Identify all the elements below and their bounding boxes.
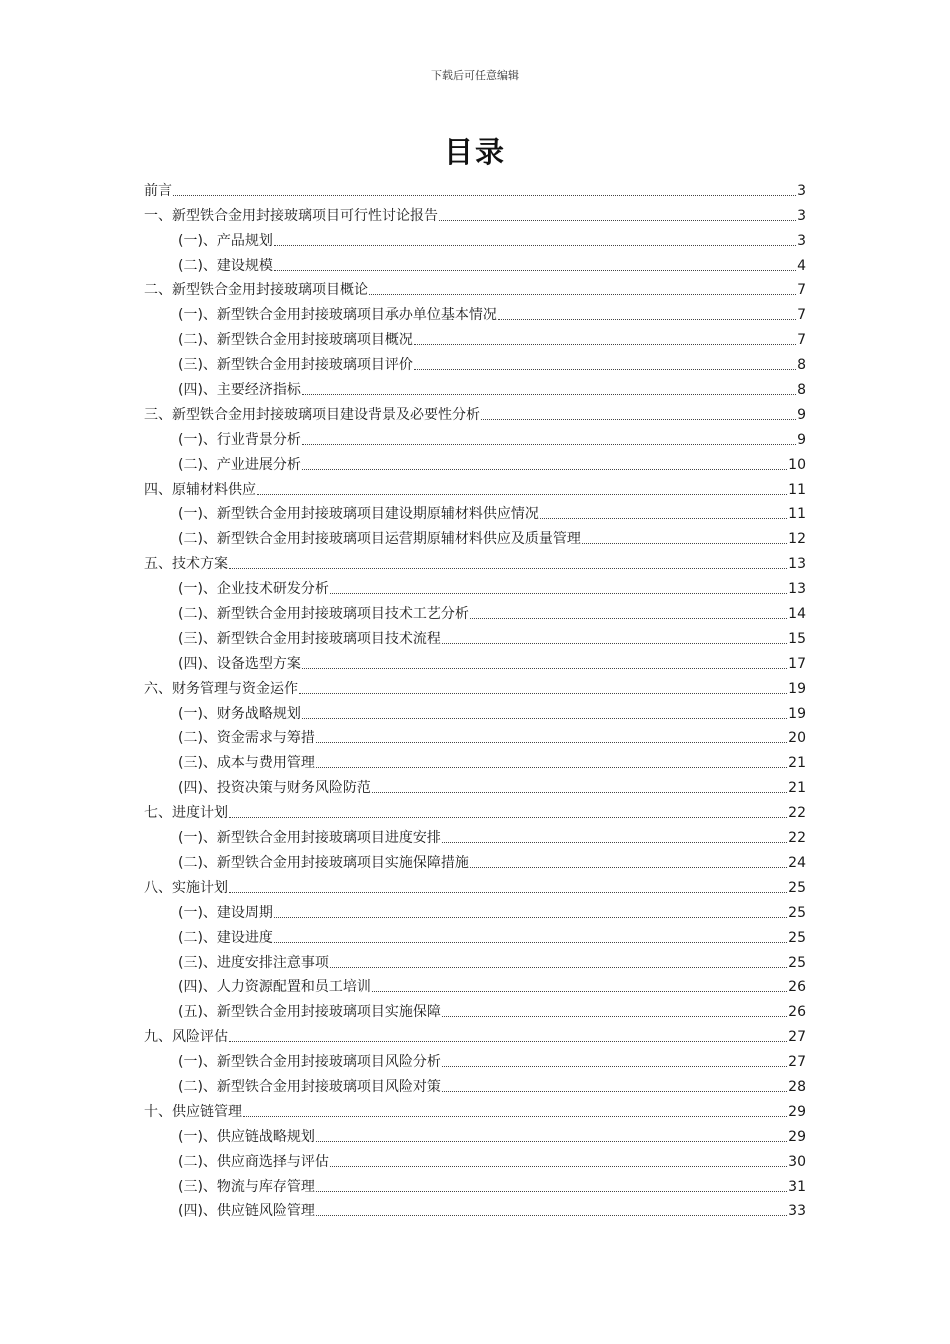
toc-entry-text: (四)、投资决策与财务风险防范 (178, 780, 371, 797)
toc-entry-text: 三、新型铁合金用封接玻璃项目建设背景及必要性分析 (144, 406, 480, 423)
toc-page-number: 20 (788, 730, 806, 747)
toc-entry[interactable] (144, 898, 806, 923)
toc-page-number: 27 (788, 1029, 806, 1046)
toc-entry[interactable] (144, 201, 806, 226)
toc-dot-leader (302, 469, 787, 470)
toc-page-number: 19 (788, 705, 806, 722)
toc-entry-text: (三)、新型铁合金用封接玻璃项目评价 (178, 357, 413, 374)
toc-dot-leader (316, 1191, 787, 1192)
toc-page-number: 3 (797, 232, 806, 249)
toc-dot-leader (498, 319, 796, 320)
toc-entry[interactable] (144, 176, 806, 201)
toc-entry-text: (一)、企业技术研发分析 (178, 581, 329, 598)
toc-entry[interactable] (144, 773, 806, 798)
toc-page-number: 8 (797, 357, 806, 374)
toc-page-number: 17 (788, 655, 806, 672)
toc-entry[interactable] (144, 1172, 806, 1197)
toc-entry-text: (四)、人力资源配置和员工培训 (178, 979, 371, 996)
toc-entry-text: 二、新型铁合金用封接玻璃项目概论 (144, 282, 368, 299)
toc-page-number: 13 (788, 581, 806, 598)
toc-entry[interactable] (144, 425, 806, 450)
toc-entry[interactable] (144, 1097, 806, 1122)
toc-entry[interactable] (144, 226, 806, 251)
toc-entry-text: (二)、产业进展分析 (178, 456, 301, 473)
toc-entry-text: (一)、新型铁合金用封接玻璃项目风险分析 (178, 1054, 441, 1071)
toc-page-number: 25 (788, 929, 806, 946)
toc-dot-leader (274, 270, 796, 271)
toc-dot-leader (372, 991, 787, 992)
toc-entry[interactable] (144, 748, 806, 773)
toc-entry-text: (一)、产品规划 (178, 232, 273, 249)
toc-entry[interactable] (144, 574, 806, 599)
toc-entry-text: (二)、建设进度 (178, 929, 273, 946)
toc-entry-text: 一、新型铁合金用封接玻璃项目可行性讨论报告 (144, 207, 438, 224)
toc-dot-leader (257, 494, 787, 495)
toc-page-number: 7 (797, 332, 806, 349)
toc-dot-leader (442, 643, 787, 644)
toc-page-number: 7 (797, 282, 806, 299)
toc-dot-leader (470, 618, 787, 619)
toc-page-number: 29 (788, 1128, 806, 1145)
toc-dot-leader (299, 693, 787, 694)
toc-dot-leader (316, 742, 787, 743)
toc-entry-text: (二)、供应商选择与评估 (178, 1153, 329, 1170)
toc-entry-text: (四)、供应链风险管理 (178, 1203, 315, 1220)
toc-entry-text: (四)、主要经济指标 (178, 382, 301, 399)
toc-title: 目录 (443, 135, 506, 169)
toc-entry[interactable] (144, 300, 806, 325)
toc-page-number: 22 (788, 830, 806, 847)
toc-dot-leader (274, 942, 787, 943)
toc-entry[interactable] (144, 549, 806, 574)
toc-dot-leader (439, 220, 796, 221)
toc-page-number: 26 (788, 1004, 806, 1021)
toc-dot-leader (330, 593, 787, 594)
toc-dot-leader (442, 1066, 787, 1067)
toc-entry-text: (一)、供应链战略规划 (178, 1128, 315, 1145)
toc-page-number: 15 (788, 630, 806, 647)
toc-entry-text: (一)、新型铁合金用封接玻璃项目进度安排 (178, 830, 441, 847)
toc-dot-leader (302, 394, 796, 395)
toc-entry-text: (一)、新型铁合金用封接玻璃项目承办单位基本情况 (178, 307, 497, 324)
toc-entry-text: (二)、建设规模 (178, 257, 273, 274)
toc-page-number: 24 (788, 854, 806, 871)
toc-entry-text: (三)、物流与库存管理 (178, 1178, 315, 1195)
toc-page-number: 21 (788, 755, 806, 772)
toc-entry-text: 四、原辅材料供应 (144, 481, 256, 498)
toc-entry-text: (二)、新型铁合金用封接玻璃项目技术工艺分析 (178, 606, 469, 623)
toc-page-number: 26 (788, 979, 806, 996)
toc-page-number: 11 (788, 481, 806, 498)
toc-dot-leader (470, 867, 787, 868)
toc-entry[interactable] (144, 400, 806, 425)
toc-page-number: 19 (788, 680, 806, 697)
toc-dot-leader (316, 1215, 787, 1216)
toc-entry-text: 九、风险评估 (144, 1029, 228, 1046)
toc-entry-text: (一)、建设周期 (178, 904, 273, 921)
toc-entry[interactable] (144, 674, 806, 699)
toc-entry-text: 六、财务管理与资金运作 (144, 680, 298, 697)
toc-dot-leader (274, 245, 796, 246)
toc-entry-text: 前言 (144, 182, 172, 199)
toc-entry[interactable] (144, 997, 806, 1022)
toc-page-number: 3 (797, 207, 806, 224)
toc-page-number: 4 (797, 257, 806, 274)
toc-entry[interactable] (144, 325, 806, 350)
toc-entry[interactable] (144, 1072, 806, 1097)
toc-page-number: 10 (788, 456, 806, 473)
toc-dot-leader (414, 344, 796, 345)
toc-entry[interactable] (144, 923, 806, 948)
toc-entry[interactable] (144, 375, 806, 400)
toc-entry-text: (二)、新型铁合金用封接玻璃项目概况 (178, 332, 413, 349)
toc-entry[interactable] (144, 1197, 806, 1222)
toc-dot-leader (229, 892, 787, 893)
toc-dot-leader (173, 195, 796, 196)
toc-entry[interactable] (144, 1122, 806, 1147)
toc-page-number: 14 (788, 606, 806, 623)
toc-entry[interactable] (144, 798, 806, 823)
toc-entry-text: (三)、成本与费用管理 (178, 755, 315, 772)
toc-page-number: 12 (788, 531, 806, 548)
toc-entry[interactable] (144, 724, 806, 749)
toc-page-number: 13 (788, 556, 806, 573)
toc-page-number: 29 (788, 1103, 806, 1120)
toc-page-number: 8 (797, 382, 806, 399)
toc-entry-text: (一)、财务战略规划 (178, 705, 301, 722)
toc-dot-leader (302, 668, 787, 669)
toc-page-number: 30 (788, 1153, 806, 1170)
toc-dot-leader (229, 568, 787, 569)
toc-dot-leader (414, 369, 796, 370)
toc-entry[interactable] (144, 1147, 806, 1172)
toc-dot-leader (442, 842, 787, 843)
toc-dot-leader (540, 518, 787, 519)
toc-page-number: 21 (788, 780, 806, 797)
toc-entry-text: 七、进度计划 (144, 805, 228, 822)
toc-dot-leader (316, 1141, 787, 1142)
toc-entry-text: (二)、新型铁合金用封接玻璃项目风险对策 (178, 1078, 441, 1095)
toc-entry-text: 十、供应链管理 (144, 1103, 242, 1120)
toc-entry[interactable] (144, 624, 806, 649)
toc-page-number: 25 (788, 904, 806, 921)
header-note: 下载后可任意编辑 (431, 69, 519, 82)
toc-entry[interactable] (144, 475, 806, 500)
toc-page-number: 25 (788, 879, 806, 896)
toc-page-number: 33 (788, 1203, 806, 1220)
toc-dot-leader (302, 718, 787, 719)
toc-dot-leader (229, 817, 787, 818)
toc-entry[interactable] (144, 500, 806, 525)
toc-entry[interactable] (144, 1022, 806, 1047)
toc-entry-text: 五、技术方案 (144, 556, 228, 573)
toc-dot-leader (442, 1016, 787, 1017)
toc-entry[interactable] (144, 524, 806, 549)
table-of-contents (144, 176, 806, 1221)
toc-dot-leader (442, 1091, 787, 1092)
toc-dot-leader (302, 444, 796, 445)
toc-entry[interactable] (144, 973, 806, 998)
toc-entry-text: (五)、新型铁合金用封接玻璃项目实施保障 (178, 1004, 441, 1021)
toc-entry[interactable] (144, 873, 806, 898)
toc-dot-leader (229, 1041, 787, 1042)
toc-page-number: 25 (788, 954, 806, 971)
toc-entry-text: (三)、新型铁合金用封接玻璃项目技术流程 (178, 630, 441, 647)
toc-page-number: 11 (788, 506, 806, 523)
toc-page-number: 31 (788, 1178, 806, 1195)
toc-entry-text: (二)、资金需求与筹措 (178, 730, 315, 747)
toc-dot-leader (243, 1116, 787, 1117)
toc-entry-text: (二)、新型铁合金用封接玻璃项目实施保障措施 (178, 854, 469, 871)
toc-dot-leader (372, 792, 787, 793)
toc-entry[interactable] (144, 276, 806, 301)
toc-entry[interactable] (144, 649, 806, 674)
toc-entry[interactable] (144, 823, 806, 848)
toc-entry[interactable] (144, 948, 806, 973)
toc-page-number: 9 (797, 431, 806, 448)
toc-page-number: 22 (788, 805, 806, 822)
toc-dot-leader (316, 767, 787, 768)
toc-entry-text: (三)、进度安排注意事项 (178, 954, 329, 971)
toc-page-number: 7 (797, 307, 806, 324)
toc-entry[interactable] (144, 848, 806, 873)
toc-page-number: 9 (797, 406, 806, 423)
toc-entry-text: (一)、新型铁合金用封接玻璃项目建设期原辅材料供应情况 (178, 506, 539, 523)
toc-entry[interactable] (144, 450, 806, 475)
toc-entry[interactable] (144, 1047, 806, 1072)
toc-entry[interactable] (144, 599, 806, 624)
toc-page-number: 28 (788, 1078, 806, 1095)
toc-dot-leader (330, 967, 787, 968)
toc-entry[interactable] (144, 699, 806, 724)
toc-dot-leader (582, 543, 787, 544)
toc-dot-leader (369, 294, 796, 295)
toc-entry-text: (二)、新型铁合金用封接玻璃项目运营期原辅材料供应及质量管理 (178, 531, 581, 548)
toc-dot-leader (274, 917, 787, 918)
toc-entry[interactable] (144, 350, 806, 375)
toc-page-number: 3 (797, 182, 806, 199)
toc-entry-text: (一)、行业背景分析 (178, 431, 301, 448)
toc-entry[interactable] (144, 251, 806, 276)
toc-dot-leader (481, 419, 796, 420)
toc-dot-leader (330, 1166, 787, 1167)
toc-page-number: 27 (788, 1054, 806, 1071)
toc-entry-text: 八、实施计划 (144, 879, 228, 896)
toc-entry-text: (四)、设备选型方案 (178, 655, 301, 672)
